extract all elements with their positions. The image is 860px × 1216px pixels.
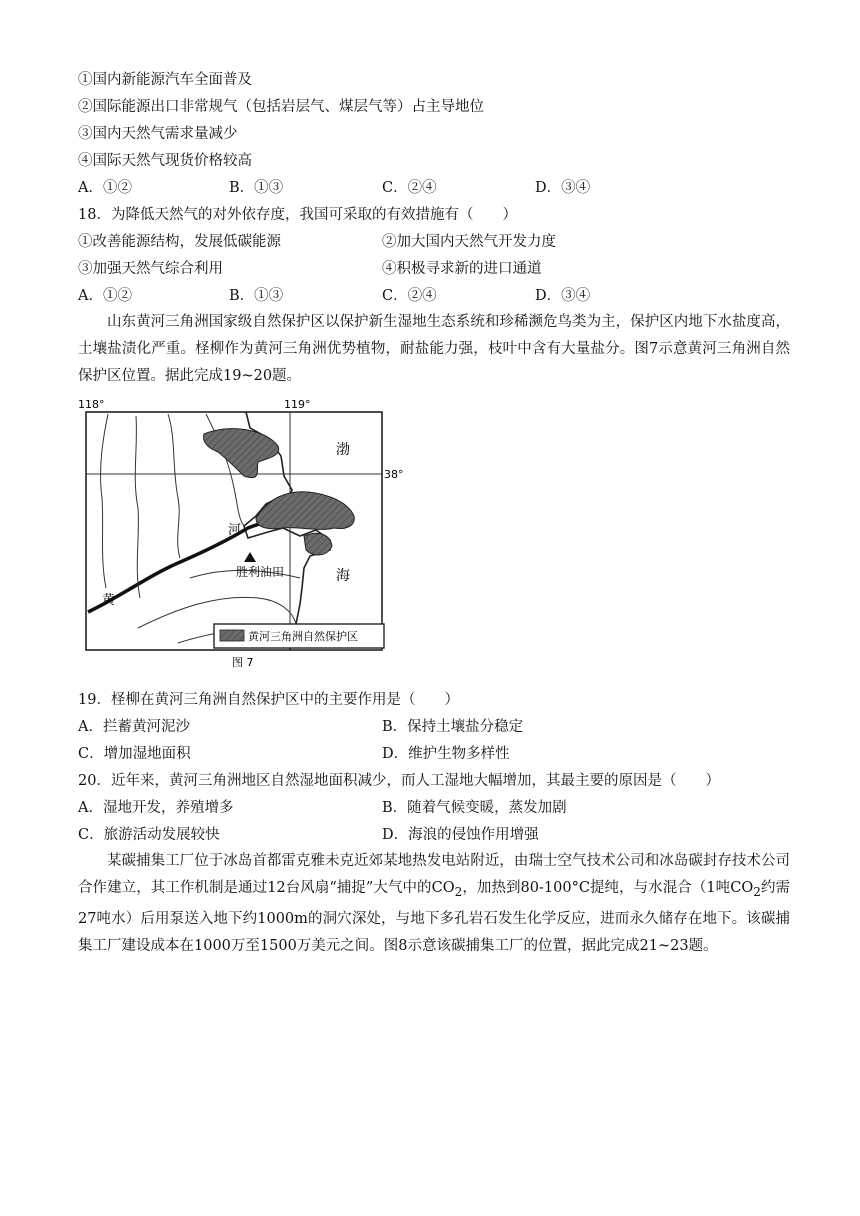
lon-119-label: 119° bbox=[284, 398, 311, 411]
q19-option-a[interactable]: A．拦蓄黄河泥沙 bbox=[78, 719, 190, 735]
map-svg bbox=[78, 398, 404, 673]
river-line bbox=[168, 414, 180, 558]
q17-item-3: ③国内天然气需求量减少 bbox=[78, 126, 238, 142]
q20-option-b[interactable]: B．随着气候变暖，蒸发加剧 bbox=[382, 800, 567, 816]
passage-yellow-river-delta: 山东黄河三角洲国家级自然保护区以保护新生湿地生态系统和珍稀濒危鸟类为主，保护区内地下水盐度高，土壤盐渍化严重。柽柳作为黄河三角洲优势植物，耐盐能力强，枝叶中含有大量盐分。图7示意黄河三角洲自然保护区位置。据此完成19~20题。 bbox=[78, 314, 790, 384]
q20-stem: 20．近年来，黄河三角洲地区自然湿地面积减少，而人工湿地大幅增加，其最主要的原因是（ ） bbox=[78, 773, 720, 789]
q17-option-c[interactable]: C．②④ bbox=[382, 180, 437, 196]
q17-option-b[interactable]: B．①③ bbox=[229, 180, 284, 196]
q18-item-4: ④积极寻求新的进口通道 bbox=[382, 261, 542, 277]
q17-item-1: ①国内新能源汽车全面普及 bbox=[78, 72, 252, 88]
lat-38-label: 38° bbox=[384, 468, 404, 481]
q17-option-d[interactable]: D．③④ bbox=[535, 180, 591, 196]
q20-option-d[interactable]: D．海浪的侵蚀作用增强 bbox=[382, 827, 539, 843]
q18-option-a[interactable]: A．①② bbox=[78, 288, 132, 304]
passage2-part-3: 约需27吨水）后用泵送入地下约1000m的洞穴深处，与地下多孔岩石发生化学反应，进而永久储存在地下。该碳捕集工厂建设成本在1000万至1500万美元之间。图8示意该碳捕集工厂的位置，据此完成21~23题。 bbox=[78, 880, 791, 954]
q19-stem: 19．柽柳在黄河三角洲自然保护区中的主要作用是（ ） bbox=[78, 692, 459, 708]
co2-subscript: 2 bbox=[454, 884, 463, 899]
figure-caption: 图 7 bbox=[232, 656, 254, 669]
river-line bbox=[135, 416, 140, 598]
co2-subscript: 2 bbox=[753, 884, 761, 899]
river-label-he: 河 bbox=[228, 523, 242, 538]
q18-item-1: ①改善能源结构，发展低碳能源 bbox=[78, 234, 281, 250]
q20-option-c[interactable]: C．旅游活动发展较快 bbox=[78, 827, 220, 843]
q17-option-a[interactable]: A．①② bbox=[78, 180, 132, 196]
reserve-area-south bbox=[304, 533, 332, 555]
q17-item-2: ②国际能源出口非常规气（包括岩层气、煤层气等）占主导地位 bbox=[78, 99, 484, 115]
sea-label-hai: 海 bbox=[336, 568, 350, 584]
legend-label: 黄河三角洲自然保护区 bbox=[248, 630, 358, 643]
lon-118-label: 118° bbox=[78, 398, 105, 411]
q18-option-c[interactable]: C．②④ bbox=[382, 288, 437, 304]
q18-option-b[interactable]: B．①③ bbox=[229, 288, 284, 304]
q17-item-4: ④国际天然气现货价格较高 bbox=[78, 153, 252, 169]
reserve-area-north bbox=[204, 429, 279, 478]
q20-option-a[interactable]: A．湿地开发，养殖增多 bbox=[78, 800, 234, 816]
legend-swatch bbox=[220, 630, 244, 641]
q18-option-d[interactable]: D．③④ bbox=[535, 288, 591, 304]
passage2-part-1: 某碳捕集工厂位于冰岛首都雷克雅未克近郊某地热发电站附近，由瑞士空气技术公司和冰岛碳封存技术公司合作建立，其工作机制是通过12台风扇“捕捉”大气中的CO bbox=[78, 853, 790, 896]
sea-label-bo: 渤 bbox=[336, 442, 350, 458]
passage-carbon-capture bbox=[78, 848, 790, 960]
river-label-huang: 黄 bbox=[102, 593, 116, 608]
q19-option-b[interactable]: B．保持土壤盐分稳定 bbox=[382, 719, 524, 735]
figure-7-map bbox=[78, 398, 404, 673]
river-line bbox=[101, 414, 108, 588]
q18-stem: 18．为降低天然气的对外依存度，我国可采取的有效措施有（ ） bbox=[78, 207, 517, 223]
oilfield-marker-icon bbox=[244, 552, 256, 562]
q19-option-d[interactable]: D．维护生物多样性 bbox=[382, 746, 510, 762]
oilfield-label: 胜利油田 bbox=[236, 565, 285, 579]
q19-option-c[interactable]: C．增加湿地面积 bbox=[78, 746, 191, 762]
q18-item-3: ③加强天然气综合利用 bbox=[78, 261, 223, 277]
passage2-part-2: ，加热到80-100°C提纯，与水混合（1吨CO bbox=[462, 880, 754, 896]
reserve-area-east bbox=[256, 492, 354, 530]
q18-item-2: ②加大国内天然气开发力度 bbox=[382, 234, 556, 250]
